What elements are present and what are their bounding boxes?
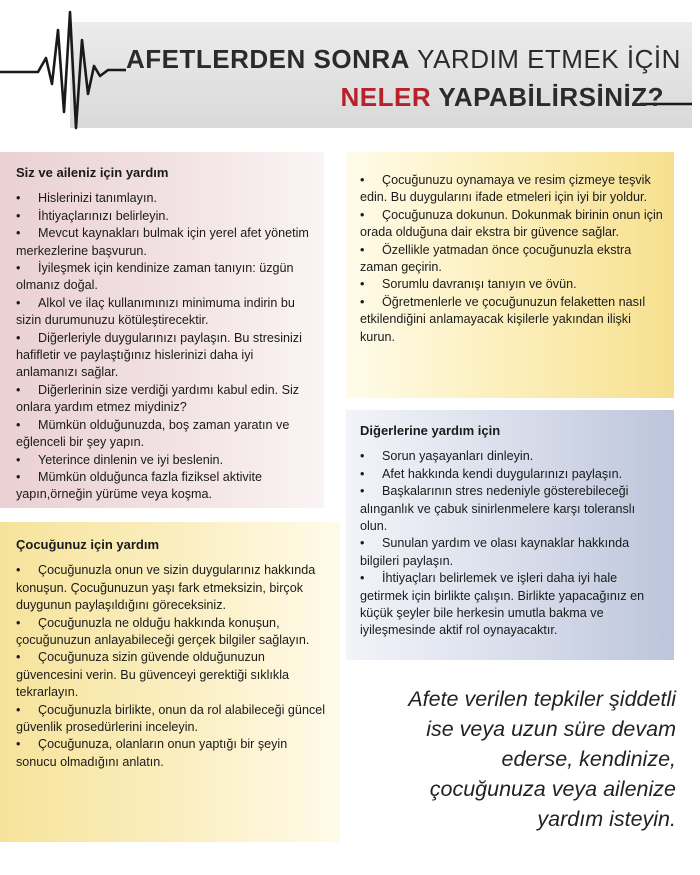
bullet-icon: • [16,452,21,467]
title-bold-part: AFETLERDEN SONRA [126,44,410,74]
list-item [16,452,312,469]
list-item-text: Diğerlerinin size verdiği yardımı kabul edin. Siz onlara yardım etmez miydiniz? [16,382,300,415]
child-section-heading: Çocuğunuz için yardım [16,537,160,552]
list-item [16,190,312,207]
list-item-text: Çocuğunuzla ne olduğu hakkında konuşun, çocuğunuzun anlayabileceği gerçek bilgiler sağlayın. [16,615,310,648]
bullet-icon: • [360,484,365,499]
list-item [16,469,312,504]
title-line-2-rest: YAPABİLİRSİNİZ? [431,82,664,112]
family-section-heading: Siz ve aileniz için yardım [16,165,169,180]
list-item-text: Çocuğunuzla onun ve sizin duygularınız hakkında konuşun. Çocuğunuzun yaşı fark etmeksizin, birçok duygunun paylaşıldığını göreceksiniz. [16,563,316,613]
list-item [16,649,328,701]
list-item-text: Yeterince dinlenin ve iyi beslenin. [38,452,224,467]
list-item [16,295,312,330]
others-section-heading: Diğerlerine yardım için [360,423,501,438]
bullet-icon: • [360,571,365,586]
list-item [360,242,664,277]
list-item-text: İhtiyaçları belirlemek ve işleri daha iyi hale getirmek için birlikte çalışın. Birlikte yapacağınız en küçük şeyler bile herkesin umutla bakma ve iyileşmesinde aktif rol oynayacaktır. [360,571,645,638]
list-item-text: Özellikle yatmadan önce çocuğunuzla ekstra zaman geçirin. [360,242,632,275]
list-item [360,448,664,465]
bullet-icon: • [16,417,21,432]
child-help-panel-continued [346,152,674,398]
list-item-text: Çocuğunuza dokunun. Dokunmak birinin onun için orada olduğuna dair ekstra bir güvence sağlar. [360,207,663,240]
list-item [16,330,312,382]
list-item [16,615,328,650]
list-item-text: Hislerinizi tanımlayın. [38,191,157,206]
page-title-line-1 [126,44,681,75]
list-item [360,172,664,207]
bullet-icon: • [360,449,365,464]
bullet-icon: • [16,208,21,223]
title-accent-word: NELER [340,82,432,112]
list-item [360,535,664,570]
list-item [360,276,664,293]
list-item-text: Çocuğunuzla birlikte, onun da rol alabileceği güncel güvenlik prosedürlerini inceleyin. [16,702,326,735]
list-item-text: Başkalarının stres nedeniyle gösterebileceği alınganlık ve çabuk sinirlenmelere karşı toleranslı olun. [360,484,636,534]
list-item-text: Mevcut kaynakları bulmak için yerel afet yönetim merkezlerine başvurun. [16,226,309,258]
list-item-text: Çocuğunuza sizin güvende olduğunuzun güvencesini verin. Bu güvenceyi gerektiği sıklıkla tekrarlayın. [16,650,290,700]
list-item-text: Mümkün olduğunca fazla fiziksel aktivite yapın,örneğin yürüme veya koşma. [16,469,262,502]
bullet-icon: • [360,294,365,309]
list-item [16,382,312,417]
others-help-panel [346,410,674,660]
list-item [16,702,328,737]
bullet-icon: • [16,226,21,241]
bullet-icon: • [360,207,365,222]
list-item [360,466,664,483]
bullet-icon: • [16,330,21,345]
list-item [360,207,664,242]
bullet-icon: • [360,173,365,187]
bullet-icon: • [16,737,21,752]
bullet-icon: • [16,615,21,630]
list-item-text: Mümkün olduğunuzda, boş zaman yaratın ve eğlenceli bir şey yapın. [16,417,290,450]
list-item-text: Sorumlu davranışı tanıyın ve övün. [382,277,577,292]
list-item-text: Afet hakkında kendi duygularınızı paylaşın. [382,466,623,481]
others-list [360,448,664,639]
list-item [16,208,312,225]
bullet-icon: • [16,191,21,206]
list-item-text: Sorun yaşayanları dinleyin. [382,449,534,464]
list-item [16,260,312,295]
child-help-panel [0,522,340,842]
bullet-icon: • [16,702,21,717]
list-item-text: Diğerleriyle duygularınızı paylaşın. Bu stresinizi hafifletir ve paylaştığınız hislerinizi daha iyi anlamanızı sağlar. [16,330,302,380]
bullet-icon: • [16,563,21,578]
bullet-icon: • [16,295,21,310]
list-item-text: Sunulan yardım ve olası kaynaklar hakkında bilgileri paylaşın. [360,536,630,568]
bullet-icon: • [360,536,365,551]
list-item [16,417,312,452]
list-item-text: İhtiyaçlarınızı belirleyin. [38,208,169,223]
list-item-text: Çocuğunuza, olanların onun yaptığı bir şeyin sonucu olmadığını anlatın. [16,737,288,769]
bullet-icon: • [360,466,365,481]
family-help-panel [0,152,324,508]
list-item-text: İyileşmek için kendinize zaman tanıyın: üzgün olmanız doğal. [16,261,294,293]
bullet-icon: • [16,261,21,276]
title-regular-part: YARDIM ETMEK İÇİN [409,44,681,74]
bullet-icon: • [16,469,21,484]
bullet-icon: • [16,382,21,397]
child-list [16,562,328,771]
child-list-continued [360,172,664,346]
list-item-text: Çocuğunuzu oynamaya ve resim çizmeye teşvik edin. Bu duygularını ifade etmeleri için iyi bir yoldur. [360,173,651,205]
list-item [16,225,312,260]
list-item-text: Alkol ve ilaç kullanımınızı minimuma indirin bu sizin durumunuzu kötüleştirecektir. [16,295,295,328]
closing-quote: Afete verilen tepkiler şiddetli ise veya uzun süre devam ederse, kendinize, çocuğunuza veya ailenize yardım isteyin. [408,687,676,831]
list-item [360,483,664,535]
bullet-icon: • [16,650,21,665]
family-list [16,190,312,503]
bullet-icon: • [360,242,365,257]
list-item [16,736,328,771]
list-item [16,562,328,614]
list-item [360,294,664,346]
bullet-icon: • [360,277,365,292]
list-item [360,570,664,640]
page-title-line-2 [340,82,664,113]
list-item-text: Öğretmenlerle ve çocuğunuzun felaketten nasıl etkilendiğini anlamayacak kişilerle yakından ilişki kurun. [360,294,646,344]
